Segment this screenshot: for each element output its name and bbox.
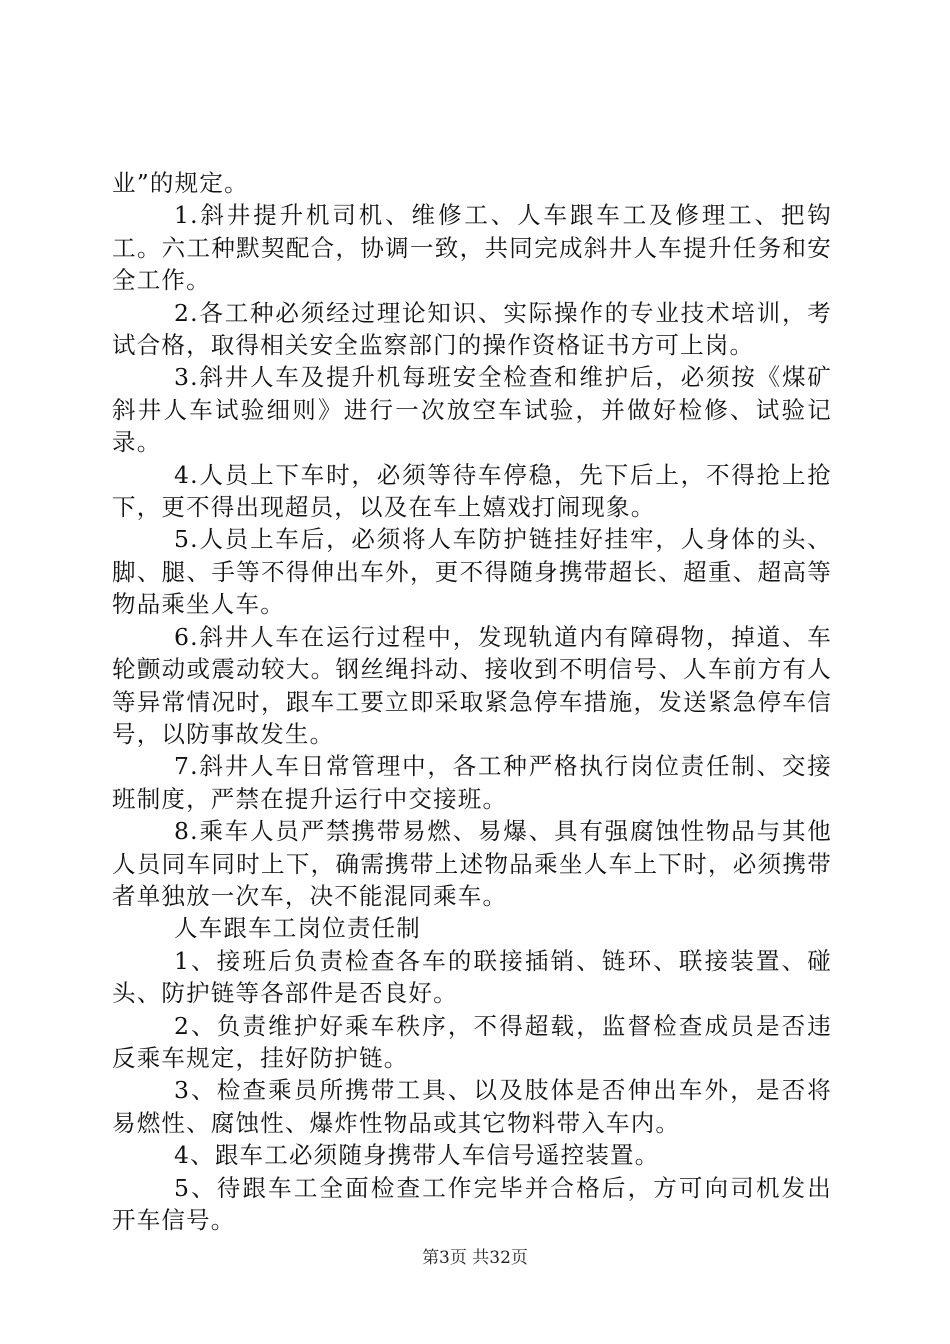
- paragraph: 2、负责维护好乘车秩序，不得超载，监督检查成员是否违反乘车规定，挂好防护链。: [112, 1011, 832, 1072]
- paragraph: 4、跟车工必须随身携带人车信号遥控装置。: [174, 1141, 660, 1170]
- paragraph: 6.斜井人车在运行过程中，发现轨道内有障碍物，掉道、车轮颤动或震动较大。钢丝绳抖动、接收到不明信号、人车前方有人等异常情况时，跟车工要立即采取紧急停车措施，发送紧急停车信号，以防事故发生。: [112, 622, 832, 748]
- paragraph: 2.各工种必须经过理论知识、实际操作的专业技术培训，考试合格，取得相关安全监察部门的操作资格证书方可上岗。: [112, 298, 832, 360]
- paragraph: 1、接班后负责检查各车的联接插销、链环、联接装置、碰头、防护链等各部件是否良好。: [112, 946, 832, 1008]
- paragraph: 业”的规定。: [112, 169, 249, 197]
- paragraph: 5.人员上车后，必须将人车防护链挂好挂牢，人身体的头、脚、腿、手等不得伸出车外，更不得随身携带超长、超重、超高等物品乘坐人车。: [112, 525, 832, 619]
- paragraph: 7.斜井人车日常管理中，各工种严格执行岗位责任制、交接班制度，严禁在提升运行中交接班。: [112, 752, 832, 813]
- section-heading: 人车跟车工岗位责任制: [174, 914, 421, 943]
- document-body: [112, 167, 832, 1236]
- page-footer: [0, 1243, 950, 1268]
- paragraph: 8.乘车人员严禁携带易燃、易爆、具有强腐蚀性物品与其他人员同车同时上下，确需携带上述物品乘坐人车上下时，必须携带者单独放一次车，决不能混同乘车。: [112, 817, 832, 910]
- paragraph: 1.斜井提升机司机、维修工、人车跟车工及修理工、把钩工。六工种默契配合，协调一致，共同完成斜井人车提升任务和安全工作。: [112, 201, 832, 295]
- page-number-label: 第3页 共32页: [422, 1248, 528, 1268]
- paragraph: 3、检查乘员所携带工具、以及肢体是否伸出车外，是否将易燃性、腐蚀性、爆炸性物品或其它物料带入车内。: [112, 1076, 832, 1137]
- paragraph: 5、待跟车工全面检查工作完毕并合格后，方可向司机发出开车信号。: [112, 1173, 832, 1234]
- paragraph: 3.斜井人车及提升机每班安全检查和维护后，必须按《煤矿斜井人车试验细则》进行一次放空车试验，并做好检修、试验记录。: [112, 363, 832, 457]
- paragraph: 4.人员上下车时，必须等待车停稳，先下后上，不得抢上抢下，更不得出现超员，以及在车上嬉戏打闹现象。: [112, 460, 832, 522]
